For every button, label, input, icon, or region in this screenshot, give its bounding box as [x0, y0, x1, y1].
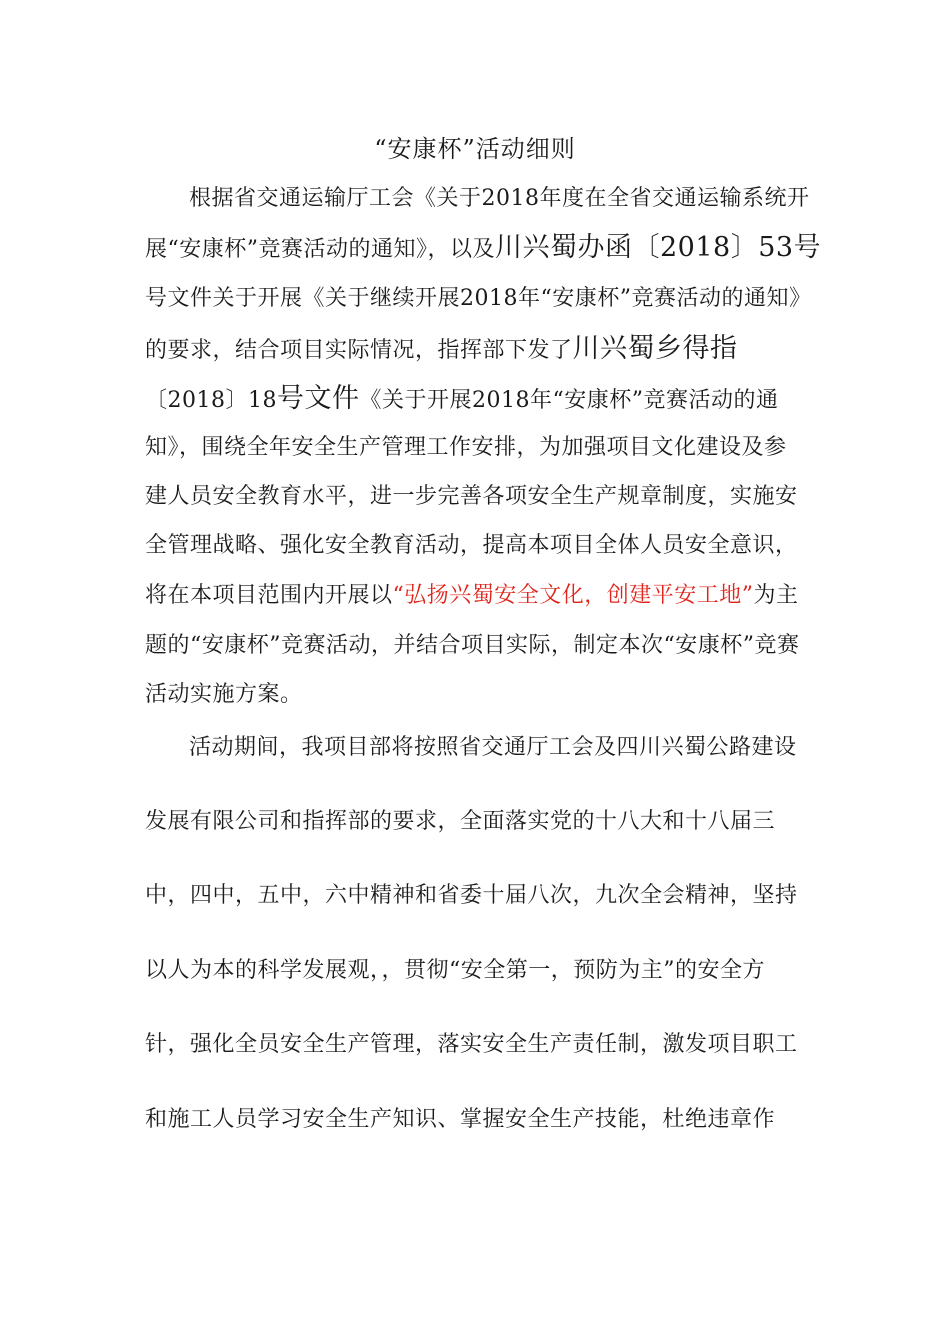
text-run: 活动实施方案。 [145, 682, 303, 707]
text-run: 将在本项目范围内开展以 [145, 583, 393, 608]
paragraph-2-line-2 [145, 806, 805, 838]
text-run: 知》，围绕全年安全生产管理工作安排，为加强项目文化建设及参 [145, 435, 787, 460]
text-run: 活动期间，我项目部将按照省交通厅工会及四川兴蜀公路建设 [189, 735, 797, 760]
paragraph-2-line-4 [145, 955, 805, 987]
document-reference: 号文件 [276, 383, 360, 414]
document-reference: 川兴蜀办函〔2018〕53号 [495, 232, 822, 263]
paragraph-1-line-1 [145, 183, 810, 215]
document-title: “安康杯”活动细则 [374, 135, 576, 163]
paragraph-1-line-9 [145, 580, 805, 612]
paragraph-2-line-5 [145, 1029, 805, 1061]
paragraph-1-line-3 [145, 283, 812, 315]
paragraph-1-line-4 [145, 333, 805, 367]
text-run: 建人员安全教育水平，进一步完善各项安全生产规章制度，实施安 [145, 484, 798, 509]
text-run: 发展有限公司和指挥部的要求，全面落实党的十八大和十八届三 [145, 809, 776, 834]
text-run: 号文件关于开展《关于继续开展2018年“安康杯”竞赛活动的通知》 [145, 286, 812, 311]
paragraph-1-line-10 [145, 630, 805, 662]
text-run: 根据省交通运输厅工会《关于2018年度在全省交通运输系统开 [189, 186, 810, 211]
paragraph-1-line-6 [145, 432, 805, 464]
text-run: 针，强化全员安全生产管理，落实安全生产责任制，激发项目职工 [145, 1032, 798, 1057]
slogan-highlight: “弘扬兴蜀安全文化，创建平安工地” [392, 583, 754, 608]
text-run: 和施工人员学习安全生产知识、掌握安全生产技能，杜绝违章作 [145, 1107, 776, 1132]
paragraph-1-line-7 [145, 481, 805, 513]
paragraph-1-line-2 [145, 232, 822, 266]
text-run: 题的“安康杯”竞赛活动，并结合项目实际，制定本次“安康杯”竞赛 [145, 633, 800, 658]
text-run: 展“安康杯”竞赛活动的通知》，以及 [145, 237, 495, 262]
paragraph-2-line-1 [145, 732, 805, 764]
paragraph-1-line-8 [145, 530, 805, 562]
text-run: 《关于开展2018年“安康杯”竞赛活动的通 [359, 388, 779, 413]
text-run: 〔2018〕18 [145, 388, 277, 413]
text-run: 全管理战略、强化安全教育活动，提高本项目全体人员安全意识， [145, 533, 798, 558]
paragraph-2-line-6 [145, 1104, 805, 1136]
paragraph-1-line-5 [145, 383, 805, 417]
text-run: 的要求，结合项目实际情况，指挥部下发了 [145, 338, 573, 363]
paragraph-1-line-11 [145, 679, 805, 711]
text-run: 中，四中，五中，六中精神和省委十届八次，九次全会精神，坚持 [145, 883, 798, 908]
text-run: 为主 [753, 583, 799, 608]
paragraph-2-line-3 [145, 880, 805, 912]
text-run: 以人为本的科学发展观，，贯彻“安全第一，预防为主”的安全方 [145, 958, 765, 983]
document-reference: 川兴蜀乡得指 [572, 333, 738, 364]
